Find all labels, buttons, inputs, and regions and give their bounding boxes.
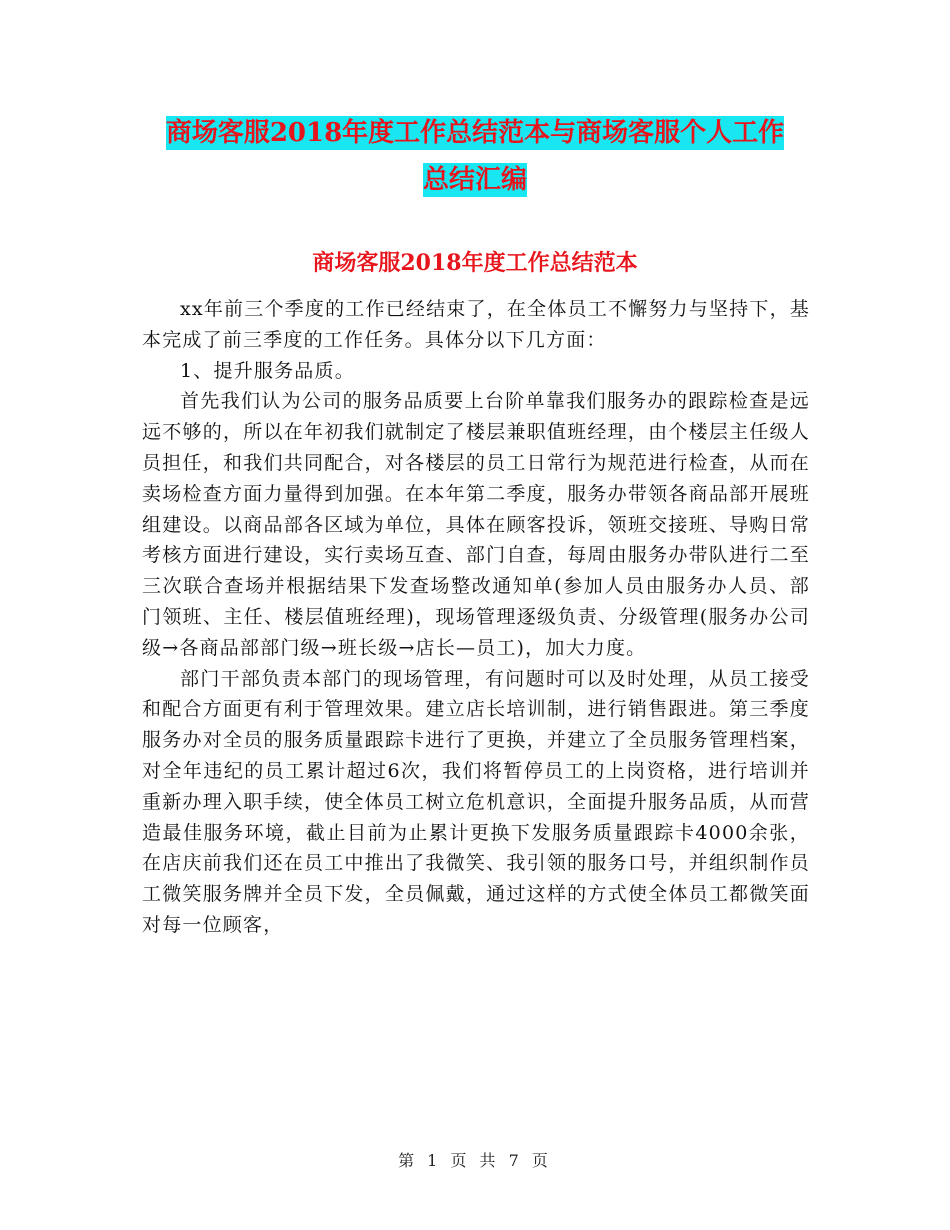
- section-title: 商场客服2018年度工作总结范本: [312, 250, 638, 276]
- paragraph: xx年前三个季度的工作已经结束了，在全体员工不懈努力与坚持下，基本完成了前三季度的工作任务。具体分以下几方面：: [142, 298, 810, 351]
- paragraph: 部门干部负责本部门的现场管理，有问题时可以及时处理，从员工接受和配合方面更有利于管理效果。建立店长培训制，进行销售跟进。第三季度服务办对全员的服务质量跟踪卡进行了更换，并建立了全员服务管理档案，对全年违纪的员工累计超过6次，我们将暂停员工的上岗资格，进行培训并重新办理入职手续，使全体员工树立危机意识，全面提升服务品质，从而营造最佳服务环境，截止目前为止累计更换下发服务质量跟踪卡4000余张，在店庆前我们还在员工中推出了我微笑、我引领的服务口号，并组织制作员工微笑服务牌并全员下发，全员佩戴，通过这样的方式使全体员工都微笑面对每一位顾客，: [142, 667, 810, 936]
- document-body: [142, 294, 810, 941]
- document-title-line2: 总结汇编: [422, 165, 527, 195]
- document-title-line1: 商场客服2018年度工作总结范本与商场客服个人工作: [165, 118, 785, 148]
- document-title: [140, 110, 810, 204]
- paragraph: 1、提升服务品质。: [180, 359, 355, 382]
- page-footer: 第 1 页 共 7 页: [398, 1151, 552, 1170]
- paragraph: 首先我们认为公司的服务品质要上台阶单靠我们服务办的跟踪检查是远远不够的，所以在年初我们就制定了楼层兼职值班经理，由个楼层主任级人员担任，和我们共同配合，对各楼层的员工日常行为规范进行检查，从而在卖场检查方面力量得到加强。在本年第二季度，服务办带领各商品部开展班组建设。以商品部各区域为单位，具体在顾客投诉，领班交接班、导购日常考核方面进行建设，实行卖场互查、部门自查，每周由服务办带队进行二至三次联合查场并根据结果下发查场整改通知单(参加人员由服务办人员、部门领班、主任、楼层值班经理)，现场管理逐级负责、分级管理(服务办公司级→各商品部部门级→班长级→店长—员工)，加大力度。: [142, 390, 810, 659]
